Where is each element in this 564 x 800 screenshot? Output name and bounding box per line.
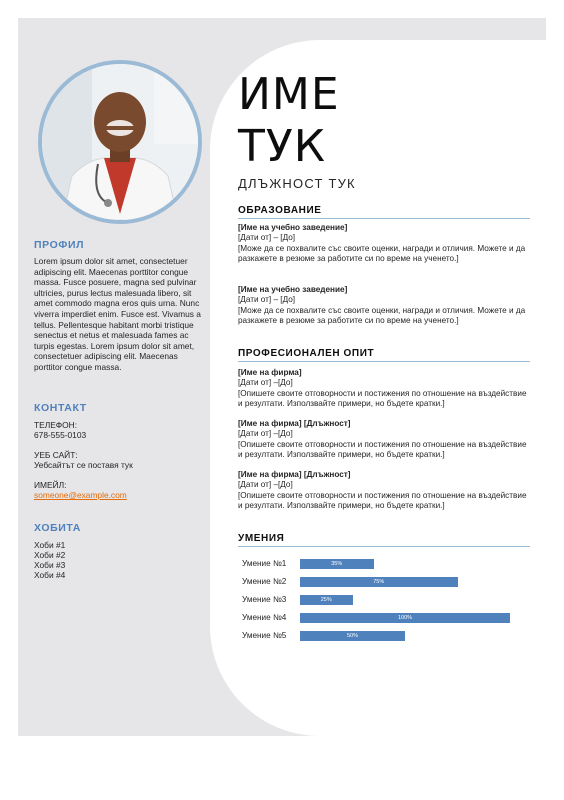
education-dates: [Дати от] – [До] (238, 295, 296, 305)
name-line-2: ТУК (238, 121, 326, 172)
experience-heading: ПРОФЕСИОНАЛЕН ОПИТ (238, 348, 530, 362)
experience-dates: [Дати от] –[До] (238, 429, 293, 439)
experience-dates: [Дати от] –[До] (238, 378, 293, 388)
website-value: Уебсайтът се поставя тук (34, 460, 133, 470)
skill-row (242, 594, 522, 606)
skill-label: Умение №4 (242, 613, 287, 622)
skill-label: Умение №5 (242, 631, 287, 640)
profile-photo-frame (38, 60, 202, 224)
experience-entry (238, 419, 530, 460)
education-entry (238, 223, 530, 264)
profile-heading: ПРОФИЛ (34, 239, 85, 251)
skill-label: Умение №2 (242, 577, 287, 586)
school-name: [Име на учебно заведение] (238, 285, 348, 294)
education-description: [Може да се похвалите със своите оценки, награди и отличия. Можете и да разкажете в резюме за работите си по време на ученето.] (238, 305, 526, 325)
company-name: [Име на фирма] [Длъжност] (238, 470, 351, 479)
phone-label: ТЕЛЕФОН: (34, 420, 78, 430)
name-line-1: ИМЕ (238, 69, 340, 120)
skill-row (242, 612, 522, 624)
email-row (34, 490, 206, 501)
experience-entry (238, 470, 530, 511)
skill-row (242, 576, 522, 588)
hobby-item: Хоби #1 (34, 540, 66, 550)
skill-label: Умение №3 (242, 595, 287, 604)
email-link[interactable]: someone@example.com (34, 490, 127, 500)
skill-bar: 50% (300, 631, 405, 641)
skill-bar: 25% (300, 595, 353, 605)
education-heading: ОБРАЗОВАНИЕ (238, 205, 530, 219)
contact-heading: КОНТАКТ (34, 402, 87, 414)
education-description: [Може да се похвалите със своите оценки, награди и отличия. Можете и да разкажете в резюме за работите си по време на ученето.] (238, 243, 526, 263)
hobbies-heading: ХОБИТА (34, 522, 81, 534)
skill-row (242, 630, 522, 642)
company-name: [Име на фирма] (238, 368, 302, 377)
school-name: [Име на учебно заведение] (238, 223, 348, 232)
hobby-item: Хоби #4 (34, 570, 66, 580)
education-dates: [Дати от] – [До] (238, 233, 296, 243)
skill-bar: 75% (300, 577, 458, 587)
profile-text: Lorem ipsum dolor sit amet, consectetuer adipiscing elit. Maecenas porttitor congue massa. Fusce posuere, magna sed pulvinar ultricies, purus lectus malesuada libero, sit amet commodo magna eros quis urna. Nunc viverra imperdiet enim. Fusce est. Vivamus a tellus. Pellentesque habitant morbi tristique senectus et netus et malesuada fames ac turpis egestas. Lorem ipsum dolor sit amet, consectetuer adipiscing elit. Maecenas porttitor congue massa. (34, 256, 201, 372)
experience-description: [Опишете своите отговорности и постижения по отношение на въздействие и резултати. Използвайте примери, но бъдете кратки.] (238, 490, 527, 510)
experience-description: [Опишете своите отговорности и постижения по отношение на въздействие и резултати. Използвайте примери, но бъдете кратки.] (238, 388, 527, 408)
experience-entry (238, 368, 530, 409)
experience-description: [Опишете своите отговорности и постижения по отношение на въздействие и резултати. Използвайте примери, но бъдете кратки.] (238, 439, 527, 459)
experience-dates: [Дати от] –[До] (238, 480, 293, 490)
email-label: ИМЕЙЛ: (34, 480, 67, 490)
phone-value: 678-555-0103 (34, 430, 87, 440)
skill-label: Умение №1 (242, 559, 287, 568)
profile-photo (42, 64, 198, 220)
education-entry (238, 285, 530, 326)
skill-bar: 35% (300, 559, 374, 569)
skill-bar: 100% (300, 613, 510, 623)
skill-row (242, 558, 522, 570)
hobby-item: Хоби #2 (34, 550, 66, 560)
hobby-item: Хоби #3 (34, 560, 66, 570)
website-label: УЕБ САЙТ: (34, 450, 78, 460)
skills-heading: УМЕНИЯ (238, 533, 530, 547)
company-name: [Име на фирма] [Длъжност] (238, 419, 351, 428)
job-title: ДЛЪЖНОСТ ТУК (238, 176, 356, 191)
